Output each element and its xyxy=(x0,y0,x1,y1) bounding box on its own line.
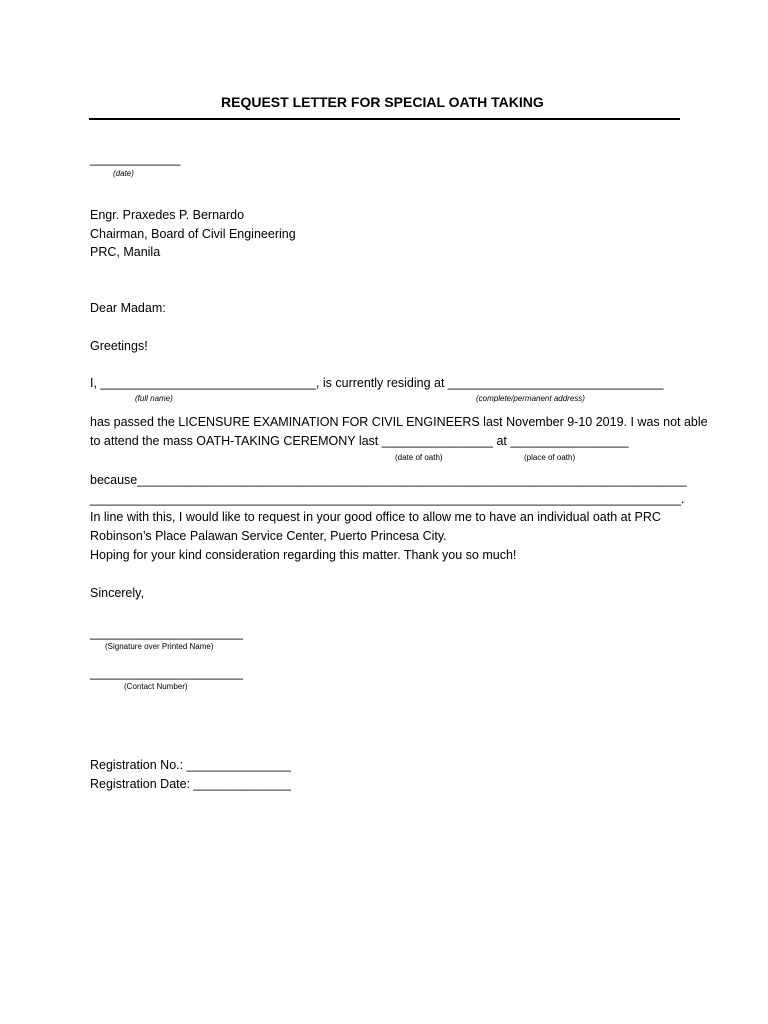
body-line-1: has passed the LICENSURE EXAMINATION FOR CIVIL ENGINEERS last November 9-10 2019. I was not able xyxy=(90,415,708,429)
intro-line: I, _______________________________, is currently residing at _______________________________ xyxy=(90,376,664,390)
recipient-office: PRC, Manila xyxy=(90,245,161,259)
signature-label: (Signature over Printed Name) xyxy=(105,642,214,651)
because-line-1: because_______________________________________________________________________________ xyxy=(90,473,687,487)
greeting: Greetings! xyxy=(90,339,148,353)
closing: Sincerely, xyxy=(90,586,144,600)
contact-label: (Contact Number) xyxy=(124,682,188,691)
recipient-position: Chairman, Board of Civil Engineering xyxy=(90,227,296,241)
salutation: Dear Madam: xyxy=(90,301,166,315)
date-blank: _____________ xyxy=(90,152,181,166)
request-line-1: In line with this, I would like to request in your good office to allow me to have an individual oath at PRC xyxy=(90,510,661,524)
hoping-line: Hoping for your kind consideration regarding this matter. Thank you so much! xyxy=(90,548,517,562)
date-label: (date) xyxy=(113,169,134,178)
signature-blank: ______________________ xyxy=(90,626,243,640)
full-name-label: (full name) xyxy=(135,394,173,403)
address-label: (complete/permanent address) xyxy=(476,394,585,403)
recipient-name: Engr. Praxedes P. Bernardo xyxy=(90,208,245,222)
contact-blank: ______________________ xyxy=(90,666,243,680)
page-title: REQUEST LETTER FOR SPECIAL OATH TAKING xyxy=(221,94,544,110)
date-of-oath-label: (date of oath) xyxy=(395,453,443,462)
because-line-2: _____________________________________________________________________________________. xyxy=(90,492,685,506)
title-divider xyxy=(89,118,680,120)
place-of-oath-label: (place of oath) xyxy=(524,453,576,462)
request-line-2: Robinson’s Place Palawan Service Center, Puerto Princesa City. xyxy=(90,529,447,543)
registration-date: Registration Date: ______________ xyxy=(90,777,291,791)
registration-number: Registration No.: _______________ xyxy=(90,758,291,772)
body-line-2: to attend the mass OATH-TAKING CEREMONY last ________________ at _________________ xyxy=(90,434,629,448)
